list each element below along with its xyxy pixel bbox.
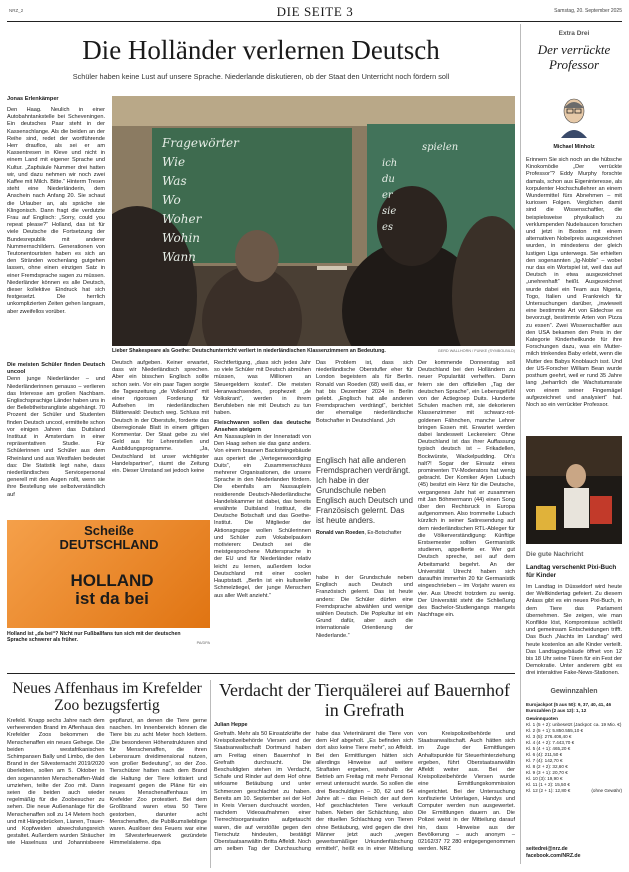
quote-row: Kl. 3 (5): 276.408,40 € xyxy=(526,734,572,739)
article-col5: Der kommende Donnerstag soll Deutschland bei den Holländern zu neuer Popularität verhelfen. Dann feiern sie den offiziellen „Tag der deutschen Sprache“, ein Lebensgefühl von der Actiegroep Duits. Hunderte Schulen machen mit, sie dekorieren Klassenzimmer mit schwarz-rot-goldenen Fähnchen, manche Lehrer bringen Essen mit. Erwartet werden dabei landesweit Leckereien: Ohne Deutschland ist das ihrer Auffassung typisch deutsch ist – Frikadellen, Bockwürste, Wackelpudding. Oh's halt?! Sogar der Einsatz eines prominenten TV-Moderators hat wenig gebracht. Der Komiker Arjen Lubach (45) besitzt ein Herz für die Deutsche, vergangenes Jahr hat er zusammen mit Jan Böhmermann (44) einen Song über den Rechtsruck in Europa aufgenommen. Also trommelte Lubach kürzlich in seiner Satiresendung auf dem niederländischen RTL-Ableger für die Völkerverständigung: Künftige Erstsemester sollten Germanistik studieren, appellierte er. Wer gut Deutsch spreche, sei auf dem Arbeitsmarkt begehrt. An der Universität Utrecht haben sich daraufhin immerhin 20 für Germanistik eingeschrieben – im Vorjahr waren es vier. Aus Utrecht trotzdem zu wenig. Der Universität steht die Schließung des Bachelor-Studiengangs mangels Nachfrage ein. xyxy=(418,360,515,619)
column-title: Der verrückte Professor xyxy=(537,42,611,72)
fan-photo-credit: PA/DPA xyxy=(196,641,210,645)
subheading: Fleischwaren sollen das deutsche Ansehen steigern xyxy=(214,419,311,433)
grefrath-headline: Verdacht der Tierquälerei auf Bauernhof in Grefrath xyxy=(219,680,510,720)
zoo-headline: Neues Affenhaus im Krefelder Zoo bezugsfertig xyxy=(12,680,202,714)
blackboard-right-text: spielen ich du er sie es xyxy=(382,142,459,233)
quote-row: Kl. 6 (4): 211,50 € xyxy=(526,752,563,757)
blackboard-left-text: Fragewörter Wie Was Wo Woher Wohin Wann xyxy=(162,136,239,264)
fan-photo xyxy=(7,520,210,628)
article-col4-bottom: habe in der Grundschule neben Englisch auch Deutsch und Französisch gelernt. Das ist heute anders: Die Schüler dürfen eine Fremdsprache abwählen und wenige wählen Deutsch. Die Popkultur ist ein Grund dafür, aber auch die internationale Orientierung der Niederlande.“ xyxy=(316,575,413,639)
column-author: Michael Minholz xyxy=(553,144,595,150)
column-text: Erinnern Sie sich noch an die hübsche Kinokomödie „Der verrückte Professor“? Eddy Murphy forschte damals, schon aus Eigeninteresse, als korpulenter Hochschullehrer an einem Wundermittel fürs Abnehmen – mit kuriosen Folgen. Verglichen damit sind die Wissenschaftler, die beispielsweise physikalisch zu verklumpenden Nudelsaucen forschen und jetzt in Boston mit einem alternativen Nobelpreis ausgezeichnet wurden, in mindestens der gleich lustigen Liga unterwegs. Sie erhielten den sogenannten „Ig-Noble“ – wobei nur das ein Wortspiel ist, weil das auf Deutsch in etwa ausgezeichnet „unehrenhaft“ heißt. Ausgezeichnet wurde dabei ein Team aus Nigeria, Togo, Italien und Frankreich für Untersuchungen darüber, „inwieweit eine bestimmte Art von Eidechse es bevorzugt, bestimmte Arten von Pizza zu essen“. Zwei Wissenschaftler aus den USA bekamen den Preis in der Kategorie Kinderheilkunde für ihre Forschungen dazu, was ein Mutter-milch trinkendes Baby erlebt, wenn die Mutter des Babys Knoblauch isst. Und der US-Forscher William Bean wurde posthum geehrt, weil er rund 35 Jahre lang „beharrlich die Wachstumsrate von einem seiner Fingernägel aufgezeichnet und analysiert“ hat. Noch so ein verrückter Professor. xyxy=(526,157,622,408)
section-title: DIE SEITE 3 xyxy=(276,4,354,19)
quote-row: Kl. 4 (4 + 2): 7.443,70 € xyxy=(526,740,575,745)
quote-row: Kl. 5 (4 + 1): 465,20 € xyxy=(526,746,571,751)
main-subheadline: Schüler haben keine Lust auf unsere Sprache. Niederlande diskutieren, ob der Staat den Unterricht noch fördern soll xyxy=(72,72,450,81)
sidebar-divider xyxy=(520,24,521,864)
contact-facebook[interactable]: facebook.com/NRZ.de xyxy=(526,853,581,859)
good-news-title: Landtag verschenkt Pixi-Buch für Kinder xyxy=(526,564,617,579)
sidebar-label-extra: Extra Drei xyxy=(558,30,590,37)
bottom-section-rule xyxy=(7,673,515,674)
eurozahlen-numbers: Eurozahlen (2 aus 12): 1, 12 xyxy=(526,708,587,713)
author-byline: Jonas Erlenkämper xyxy=(7,96,59,102)
article-col2: Deutsch aufgeben. Keiner erwartet, dass wir Niederländisch sprechen. Aber ein bisschen Englisch sollte schon sein. Vor ein paar Tagen sorgte die Tageszeitung „de Volkskrant“ mit einer rigorosen Forderung für Aufsehen im niederländischen Blätterwald: Deutsch weg. Schluss mit Deutsch in der Oberstufe, forderte das überregionale Blatt in einem giftigen Kommentar. Der Staat gebe zu viel Geld aus für Lehrerstellen und Ausbildungsprogramme. „Ja, Deutschland ist unser wichtigster Handelspartner“, räumt die Zeitung ein. Dieser Umstand sei jedoch keine xyxy=(112,360,209,475)
eurojackpot-numbers: Eurojackpot (5 aus 50): 9, 37, 40, 41, 46 xyxy=(526,702,612,707)
pull-quote-attribution: Ronald van Roeden, Ex-Botschafter xyxy=(316,530,402,536)
grefrath-article-text: Grefrath. Mehr als 50 Einsatzkräfte der Kreispolizeibehörde Viersen und der Staatsanwaltschaft Dortmund haben am Freitag einen Bauernhof in Grefrath durchsucht. Die Beschuldigten stehen im Verdacht, Schafe und Rinder auf dem Hof ohne wirksame Betäubung und unter Schmerzen geschlachtet zu haben. Bereits am 10. September sei der Hof in Kreis Viersen durchsucht worden, nachdem Videoaufnahmen einer Tierrechtsorganisation aufgetaucht waren, die auf verstößte gegen den Tierschutz hindeuten, bestätigt Oberstaatsanwältin Britta Affeldt. Noch am selben Tag der Durchsuchung habe das Veterinäramt die Tiere von dem Hof abgeholt. „Es befinden sich dort also keine Tiere mehr“, so Affeldt. Bei den Ermittlungen hätten sich allerdings Hinweise auf weitere Straftaten ergeben, weshalb der Betrieb am Freitag mit mehr Personal erneut untersucht wurde. So sollen die drei Beschuldigten – 30, 62 und 64 Jahre alt – das Fleisch der auf dem Hof geschlachteten Tiere verkauft haben. Neben der Schächtung, also der rituellen Schlachtung von Tieren ohne Betäubung, wird gegen die drei Männer jetzt auch „wegen gewerbsmäßiger Urkundenfälschung ermittelt“, heißt es in einer Mitteilung von Kreispolizeibehörde und Staatsanwaltschaft. Auch hätten sich im Zuge der Ermittlungen Anhaltspunkte für Steuerhinterziehung ergeben, führt Oberstaatsanwältin Affeldt weiter aus. Bei der Kreispolizeibehörde Viersen wurde eine Ermittlungskommission eingerichtet. Bei der Untersuchung konfiszierte Unterlagen, Handys und Computer werden nun ausgewertet. Die Ermittlungen dauern an. Die Polizei weist in der Mitteilung darauf hin, dass Hinweise aus der Bevölkerung – auch anonym – 02162/37 72 280 entgegengenommen werden. NRZ xyxy=(214,731,515,853)
quotes-title: Gewinnquoten xyxy=(526,716,558,721)
author-portrait-icon xyxy=(556,96,592,138)
quotes-note: (ohne Gewähr) xyxy=(591,788,622,793)
sidebar-label-lottery: Gewinnzahlen xyxy=(550,688,598,695)
contact-email[interactable]: seitedrei@nrz.de xyxy=(526,846,568,852)
issue-date: Samstag, 20. September 2025 xyxy=(554,8,622,14)
pull-quote-text: Englisch hat alle anderen Fremdsprachen verdrängt. Ich habe in der Grundschule neben Englisch auch Deutsch und Französisch gelernt. Das ist heute anders. xyxy=(316,456,413,525)
sidebar-label-good-news: Die gute Nachricht xyxy=(526,551,584,558)
main-photo-caption: Lieber Shakespeare als Goethe: Deutschunterricht verliert in niederländischen Klassenzimmern an Bedeutung. xyxy=(112,348,386,354)
lottery-box xyxy=(526,702,622,794)
article-col1-bottom: Die meisten Schüler finden Deutsch uncool Denn junge Niederländer – und Niederländerinnen genauso – verlieren das Interesse am großen Nachbarn. Englischsprachige Länder haben uns in der Beliebtheitsrangliste abgehängt. 70 Prozent der Schüler und Studenten finden Deutsch uncool, ermittelte schon vor einigen Jahren das Duitsland Instituut in Amsterdam in einer repräsentativen Studie. Für Schülerinnen und Schüler aus dem Rheinland und aus Westfalen bedeutet das: Die Statistik legt nahe, dass niederländisches Servicepersonal generell mit den Augen rollt, wenn sie ihre Bestellung wie selbstverständlich auf xyxy=(7,362,105,498)
quote-row: Kl. 10 (3): 19,90 € xyxy=(526,776,563,781)
quote-row: Kl. 7 (4): 142,70 € xyxy=(526,758,563,763)
quote-row: Kl. 1 (5 + 2): unbesetzt (Jackpot: ca. 19 Mio. €) xyxy=(526,722,622,727)
quote-row: Kl. 9 (3 + 1): 20,70 € xyxy=(526,770,568,775)
subheading: Die meisten Schüler finden Deutsch uncool xyxy=(7,362,105,376)
article-col3: Rechtfertigung, „dass sich jedes Jahr so viele Schüler mit Deutsch abmühen müssen, was Millionen an Steuergeldern kostet“. Die meisten Heranwachsenden, prophezeit „de Volkskrant“, werden in ihrem Berufsleben nie mit Deutsch zu tun haben. Fleischwaren sollen das deutsche Ansehen steigern Am Nassauplein in der Innenstadt von Den Haag sehen sie das ganz anders. Von einem braunen Backsteingebäude aus operiert die „Vertegenwoordiging Duits“, ein Zusammenschluss mehrerer Organisationen, die unsere Sprache in den Niederlanden fördern. Die ebenfalls am Nassauplein residierende Deutsch-Niederländische Handelskammer ist dabei, das bereits erwähnte Duitsland Instituut, die Deutsche Botschaft und das Goethe-Institut. Die Mitglieder der Aktionsgruppe wollen Schülerinnen und Schüler zum Vokabelpauken motivieren: Deutsch sei die meistgesprochene Muttersprache in der EU und für Niederländer relativ leicht zu lernen, außerdem locke Deutschland mit einer coolen Hauptstadt. „Berlin ist ein kultureller Schmelztiegel, der junge Menschen aus aller Welt anzieht.“ xyxy=(214,360,311,599)
grefrath-author: Julian Heppe xyxy=(214,722,248,728)
zoo-article-text: Krefeld. Knapp sechs Jahre nach dem verheerenden Brand im Affenhaus des Krefelder Zoos bekommen die Menschenaffen ein neues Gehege. Die beiden westafrikanischen Schimpansen Bally und Limbo, die den Brand in der Silvesternacht 2019/2020 überlebten, sollen am 5. Oktober in den sogenannten Menschenaffen-Wald umziehen, teilte der Zoo mit. Dann seien die beiden auch wieder regelmäßig für die Zoobesucher zu sehen. Die neue Außenanlage für die Menschenaffen soll zu 14 Metern hoch und mit Hängebrücken, Lianen, Trauer- und Kopfweiden abwechslungsreich gestaltet. Außerdem wurden Sträucher wie Haselnuss und Johannisbeere gepflanzt, an denen die Tiere gerne naschen. Im Innenbereich können die Tiere bis zu acht Meter hoch klettern. „Die besonderen Höhenstrukturen sind für Menschenaffen, die ihren Lebensraum dreidimensional nutzen, von großer Bedeutung“, so der Zoo. Tierschützer hatten nach dem Brand die Haltung der Tiere kritisiert und insgesamt gegen die Pläne für ein neues Menschenaffenhaus im Krefelder Zoo protestiert. Bei dem Großbrand waren etwa 50 Tiere gestorben, darunter acht Menschenaffen, die Publikumslieblinge waren. Auslöser des Feuers war eine im Silvesterfeuerwerk gezündete Himmelslaterne. dpa xyxy=(7,718,207,847)
article-col1-top: Den Haag. Neulich in einer Autobahntankstelle bei Scheveningen. Ein deutsches Paar steht in der Kassenschlange. Als die beiden an der Reihe sind, redet der wortführende Herr drauflos, als sei er am Kassentresen in Kleve und nicht in einem Land mit eigener Sprache und Kultur. „Zapfsäule Nummer drei hatten wir, und dazu nehmen wir noch zwei Kaffee mit Milch. Bitte.“ Hinterm Tresen steht eine Niederländerin, dem Anschein nach Anfang 20. Sie schaut die Urlauber an, als spräche sie Klingonisch. Dann fragt die verdutzte Frau auf Englisch: „Sorry, could you repeat please?“ Holland, das ist für viele Deutsche die Fortsetzung der Bundesrepublik mit anderer Nummernschildern. Generationen von Teutonentouristen haben es sich an den Stränden wochenlang gutgehen lassen, ohne einen einzigen Satz in einer Fremdsprache sagen zu müssen. Niederländer können es alle Deutsch, dieser kollektive Eindruck hat sich festgesetzt. Die herrlich unkomplizierten Zeiten gehen langsam, aber zweifellos vorüber. xyxy=(7,107,105,315)
main-headline: Die Holländer verlernen Deutsch xyxy=(82,35,440,65)
main-photo-credit: GERD WALLHORN / FUNKE (SYMBOLBILD) xyxy=(437,349,515,353)
page-marker: NRZ_2 xyxy=(9,8,24,13)
contact-box xyxy=(526,846,622,860)
shirt-print-top: Scheiße DEUTSCHLAND xyxy=(59,523,159,552)
quote-row: Kl. 8 (2 + 2): 32,60 € xyxy=(526,764,568,769)
pull-quote xyxy=(316,456,413,546)
main-photo xyxy=(112,96,515,346)
article-col4-top: Das Problem ist, dass sich niederländische Oberstufler eher für London begeistern als für Berlin. Ronald van Roeden (68) weiß das, er hat bis Dezember 2024 in Berlin gelebt. „Englisch hat alle anderen Fremdsprachen verdrängt“, berichtet der ehemalige niederländische Botschafter in Deutschland. „Ich xyxy=(316,360,413,424)
quote-row: Kl. 12 (2 + 1): 12,80 € (ohne Gewähr) xyxy=(526,788,622,793)
pixi-book-photo xyxy=(526,436,622,544)
good-news-text: Im Landtag in Düsseldorf wird heute der Weltkindertag gefeiert. Zu diesem Anlass gibt es ein neues Pixi-Buch, in dem Tiere das Parlament übernehmen. Sie zeigen, wie man Konflikte löst, Kompromisse schließt und gemeinsam Entscheidungen trifft. Das Buch „Nachts im Landtag“ wird heute kostenlos an alle Kinder verteilt. Das Landtagsgebäude öffnet von 12 bis 18 Uhr seine Türen für ein Fest der Demokratie. Unter anderem gibt es drei interaktive Fake-News-Stationen. xyxy=(526,584,622,677)
quote-row: Kl. 11 (1 + 2): 15,50 € xyxy=(526,782,570,787)
article-divider xyxy=(210,680,211,868)
header-rule xyxy=(7,21,622,22)
fan-photo-caption: Holland ist „da bei“? Nicht nur Fußballfans tun sich mit der deutschen Sprache schwerer als früher. xyxy=(7,631,181,644)
quote-row: Kl. 2 (5 + 1): 5.850.555,10 € xyxy=(526,728,584,733)
shirt-print-bottom: HOLLAND ist da bei xyxy=(70,571,154,608)
